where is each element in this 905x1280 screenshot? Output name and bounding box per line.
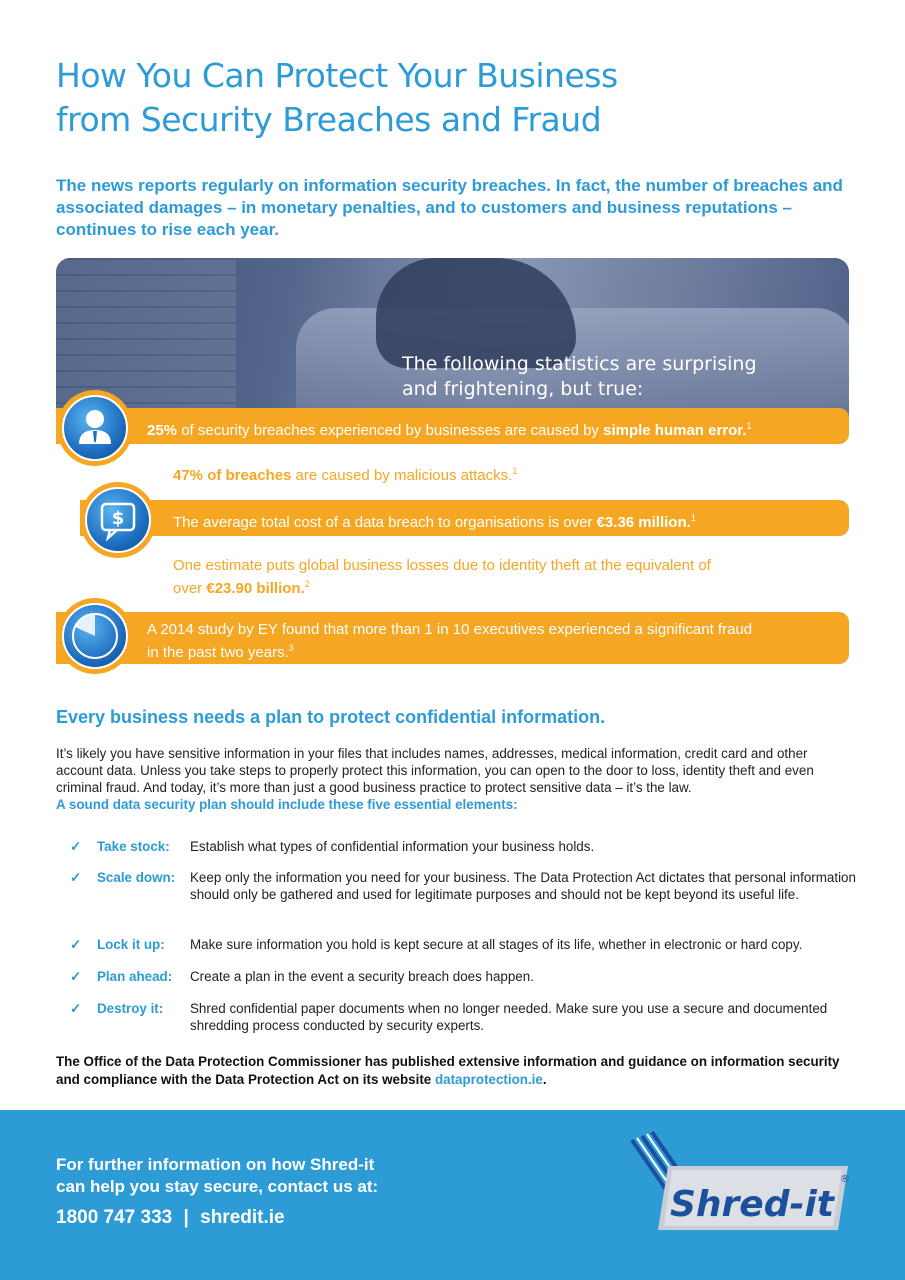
element-description: Create a plan in the event a security breach does happen.	[190, 969, 534, 984]
element-label: Plan ahead:	[97, 969, 173, 984]
contact-separator: |	[183, 1207, 189, 1228]
stat-bar-ey-study	[56, 612, 849, 664]
element-description: Shred confidential paper documents when no longer needed. Make sure you use a secure and documented shredding process conducted by security experts.	[190, 1001, 828, 1033]
element-description: Make sure information you hold is kept secure at all stages of its life, whether in electronic or hard copy.	[190, 937, 803, 952]
body-paragraph	[56, 745, 856, 813]
section-subheading: Every business needs a plan to protect confidential information.	[56, 707, 606, 727]
element-label: Destroy it:	[97, 1001, 164, 1016]
element-label: Lock it up:	[97, 937, 165, 952]
stat-identity-theft	[173, 556, 813, 598]
stat-text: over	[173, 580, 207, 597]
stat-text-line-2: in the past two years.	[147, 644, 289, 661]
stat-text-line-1: A 2014 study by EY found that more than 1 in 10 executives experienced a significant fraud	[147, 621, 753, 638]
stat-bold: simple human error.	[603, 422, 747, 439]
note-end: .	[542, 1072, 547, 1087]
logo-wordmark: Shred-it	[670, 1184, 834, 1225]
element-description: Keep only the information you need for your business. The Data Protection Act dictates that personal information should only be gathered and used for legitimate purposes and should not be kept beyond its useful life.	[190, 870, 856, 902]
footer	[0, 1110, 905, 1280]
element-label: Scale down:	[97, 870, 176, 885]
title-line-2: from Security Breaches and Fraud	[56, 100, 602, 139]
body-highlight: A sound data security plan should include these five essential elements:	[56, 797, 518, 812]
checkmark-icon: ✓	[70, 870, 82, 885]
checkmark-icon: ✓	[70, 937, 82, 952]
person-tie-glyph	[57, 390, 133, 466]
dataprotection-link[interactable]: dataprotection.ie	[434, 1072, 543, 1087]
pie-clock-icon	[57, 598, 133, 674]
intro-paragraph: The news reports regularly on information security breaches. In fact, the number of breaches and associated damages – in monetary penalties, and to customers and business reputations – continues to rise each year.	[56, 176, 843, 239]
pie-clock-glyph	[57, 598, 133, 674]
checkmark-icon: ✓	[70, 969, 82, 984]
element-description: Establish what types of confidential information your business holds.	[190, 839, 595, 854]
body-text: It’s likely you have sensitive information in your files that includes names, addresses, medical information, credit card and other account data. Unless you take steps to properly protect this information, you can open to the door to loss, identity theft and even criminal fraud. And today, it’s more than just a good business practice to protect sensitive data – it’s the law.	[56, 746, 814, 795]
stat-percent: 25%	[147, 422, 178, 439]
footnote-ref: 2	[304, 579, 310, 589]
photo-caption-line-1: The following statistics are surprising	[402, 353, 757, 375]
stat-human-error	[147, 417, 752, 440]
dpc-note	[56, 1053, 856, 1089]
footer-text	[56, 1154, 456, 1198]
checkmark-icon: ✓	[70, 1001, 82, 1016]
stat-ey-study	[147, 620, 827, 662]
stat-bold: €23.90 billion.	[206, 580, 305, 597]
registered-mark: ®	[840, 1174, 850, 1185]
footnote-ref: 1	[690, 513, 696, 523]
stat-text: are caused by malicious attacks.	[291, 467, 513, 484]
note-text: The Office of the Data Protection Commissioner has published extensive information and guidance on information security and compliance with the Data Protection Act on its website	[56, 1054, 840, 1087]
footnote-ref: 1	[746, 421, 752, 431]
stat-text: The average total cost of a data breach to organisations is over	[173, 514, 597, 531]
footer-line-2: can help you stay secure, contact us at:	[56, 1177, 379, 1196]
dollar-speech-bubble-icon	[80, 482, 156, 558]
stat-breach-cost	[173, 509, 696, 532]
svg-text:$: $	[111, 508, 125, 529]
phone-number[interactable]: 1800 747 333	[56, 1207, 173, 1228]
footnote-ref: 3	[288, 643, 294, 653]
stat-text: of security breaches experienced by businesses are caused by	[177, 422, 604, 439]
photo-caption	[402, 352, 822, 402]
dollar-bubble-glyph	[80, 482, 156, 558]
footnote-ref: 1	[512, 466, 518, 476]
shred-it-logo	[620, 1130, 850, 1240]
person-tie-icon	[57, 390, 133, 466]
website-link[interactable]: shredit.ie	[200, 1207, 285, 1228]
stat-bold: 47% of breaches	[173, 467, 292, 484]
checkmark-icon: ✓	[70, 839, 82, 854]
element-label: Take stock:	[97, 839, 170, 854]
stat-bold: €3.36 million.	[596, 514, 691, 531]
page-title	[56, 54, 856, 142]
stat-malicious-attacks	[173, 462, 517, 485]
footer-line-1: For further information on how Shred-it	[56, 1155, 375, 1174]
title-line-1: How You Can Protect Your Business	[56, 56, 618, 95]
stat-bar-human-error	[56, 408, 849, 444]
footer-contact	[56, 1206, 285, 1230]
photo-caption-line-2: and frightening, but true:	[402, 378, 644, 400]
stat-bar-breach-cost	[80, 500, 849, 536]
stat-text-line-1: One estimate puts global business losses due to identity theft at the equivalent of	[173, 557, 711, 574]
